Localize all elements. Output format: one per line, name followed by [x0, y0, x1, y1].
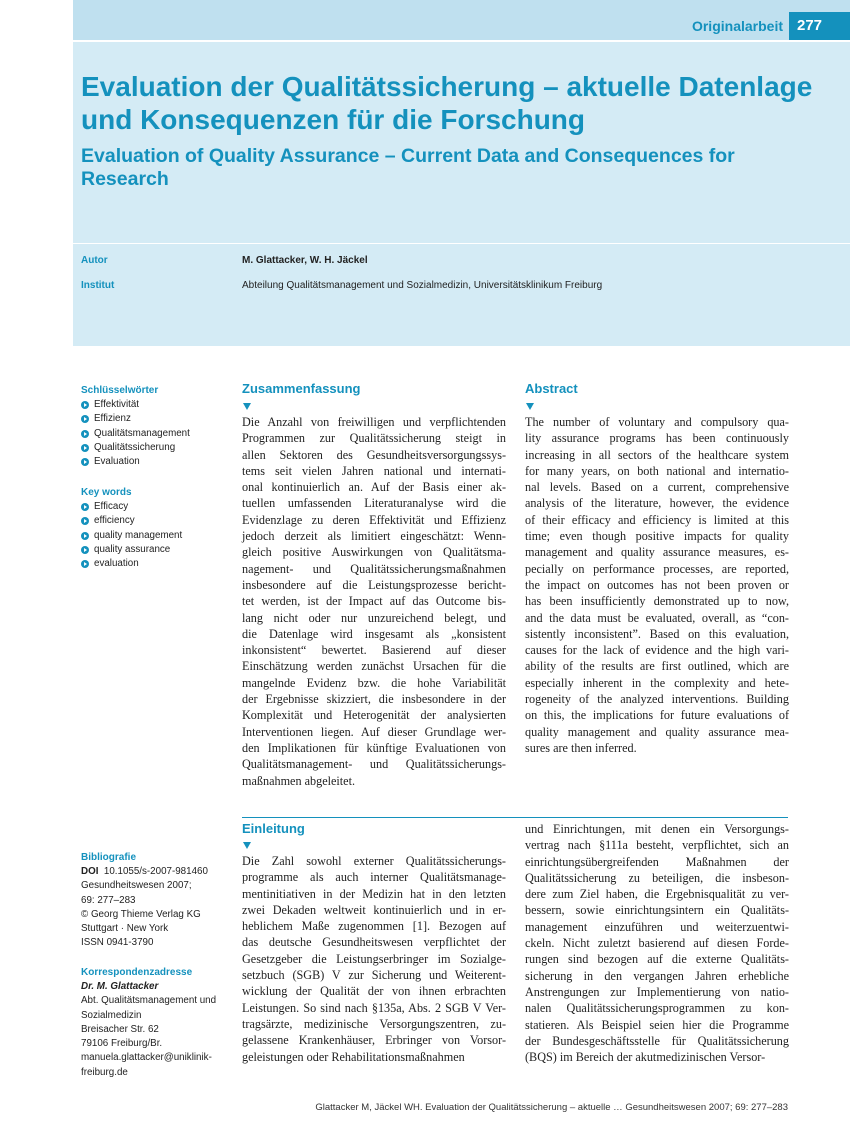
text-line: lang nicht oder nur unzureichend belegt, und — [242, 610, 506, 625]
text-line: programme als auch interner Qualitätsmanage- — [242, 870, 506, 885]
meta-divider — [73, 243, 850, 244]
title-english — [81, 145, 761, 191]
text-line: Interventionen liegen. Auf dieser Grundlage wer- — [242, 724, 506, 739]
keywords-german-heading: Schlüsselwörter — [81, 385, 159, 396]
title-german-line: Evaluation der Qualitätssicherung – aktuelle Datenlage — [81, 71, 813, 102]
text-line: lity assurance programs has been continuously — [525, 431, 789, 446]
doi-line — [81, 865, 231, 879]
text-line: vertrag nach §111a besteht, verpflichtet, sich an — [525, 838, 789, 853]
bullet-arrow-icon — [81, 546, 89, 554]
text-line: gelassene Krankenhäuser, Erbringer von Vorsor- — [242, 1033, 506, 1048]
einleitung-body-left — [242, 853, 506, 1065]
text-line: inkonsistent“ bewertet. Basierend auf dieser — [242, 643, 506, 658]
text-line: pecially on performance processes, are reported, — [525, 561, 789, 576]
text-line: Programmen zur Qualitätssicherung steigt in — [242, 431, 506, 446]
keyword-text: quality assurance — [94, 543, 171, 555]
correspondence-line: Abt. Qualitätsmanagement und — [81, 995, 217, 1007]
text-line: management einzuführen und weiterzuentwi- — [525, 919, 789, 934]
text-line: increasing in all sectors of the healthcare system — [525, 447, 789, 462]
text-line: Komplexität und Heterogenität der analysierten — [242, 708, 506, 723]
bibliography — [81, 851, 231, 951]
keyword-text: efficiency — [94, 515, 135, 527]
text-line: quality management and quality assurance mea- — [525, 724, 789, 739]
page-number: 277 — [789, 12, 850, 40]
text-line: Gesetzgeber die Leistungserbringer im Sozialge- — [242, 951, 506, 966]
keyword-item — [81, 441, 231, 455]
zusammenfassung-heading: Zusammenfassung — [242, 381, 361, 396]
text-line: onal kontinuierlich an. Auf der Basis einer ak- — [242, 480, 506, 495]
correspondence-heading: Korrespondenzadresse — [81, 967, 193, 978]
text-line: der Ergebnisse skizziert, die insbesondere in der — [242, 692, 506, 707]
text-line: The number of voluntary and compulsory qua- — [525, 415, 789, 429]
text-line: causes for the lack of evidence and the high vari- — [525, 643, 789, 658]
bibliography-line: Stuttgart · New York — [81, 923, 169, 935]
correspondence-line: Breisacher Str. 62 — [81, 1023, 159, 1035]
keyword-text: Qualitätsmanagement — [94, 427, 190, 439]
page-footer: Glattacker M, Jäckel WH. Evaluation der Qualitätssicherung – aktuelle … Gesundheitswesen 2007; 69: 277–283 — [315, 1102, 788, 1113]
author-value: M. Glattacker, W. H. Jäckel — [242, 255, 368, 266]
keyword-text: Evaluation — [94, 456, 140, 468]
text-line: sures are then inferred. — [525, 740, 637, 755]
text-line: nagement- und Qualitätssicherungsmaßnahmen — [242, 561, 506, 576]
text-line: der Bundesgeschäftsstelle für Qualitätssicherung — [525, 1033, 789, 1048]
text-line: wicklung der Qualität der von ihnen erbrachten — [242, 984, 506, 999]
bullet-arrow-icon — [81, 430, 89, 438]
text-line: especially inherent in the complexity and hete- — [525, 675, 789, 690]
correspondence-email[interactable]: freiburg.de — [81, 1066, 128, 1078]
text-line: zwei Dekaden weltweit kontinuierlich und in er- — [242, 902, 506, 917]
title-english-line: Research — [81, 168, 169, 190]
keyword-item — [81, 455, 231, 469]
keyword-item — [81, 500, 231, 514]
text-line: tet werden, ist der Impact auf das Outcome bis- — [242, 594, 506, 609]
keywords-english — [81, 486, 231, 571]
keyword-text: Efficacy — [94, 501, 129, 512]
doi-value: 10.1055/s-2007-981460 — [103, 866, 208, 877]
keyword-item — [81, 427, 231, 441]
bullet-arrow-icon — [81, 517, 89, 525]
text-line: nalen Qualitätssicherungsprogrammen zu kon- — [525, 1001, 789, 1016]
institute-value: Abteilung Qualitätsmanagement und Sozialmedizin, Universitätsklinikum Freiburg — [242, 280, 603, 291]
text-line: the impact on outcomes has not been proven or — [525, 577, 789, 592]
abstract-heading: Abstract — [525, 381, 578, 396]
text-line: jedoch derzeit als limitiert eingeschätzt: Wenn- — [242, 529, 506, 544]
text-line: rogeneity of the analyzed interventions. Building — [525, 692, 789, 707]
text-line: Leistungen. So sind nach §135a, Abs. 2 SGB V Ver- — [242, 1000, 506, 1015]
text-line: Die Zahl sowohl externer Qualitätssicherungs- — [242, 854, 506, 868]
text-line: und Einrichtungen, mit denen ein Versorgungs- — [525, 822, 789, 836]
bibliography-line: 69: 277–283 — [81, 894, 136, 906]
keyword-text: evaluation — [94, 558, 139, 570]
keyword-text: Qualitätssicherung — [94, 441, 176, 453]
text-line: ckeln. Nicht zuletzt basierend auf diesen Forde- — [525, 936, 789, 951]
text-line: nal levels. Based on a current, comprehensive — [525, 480, 789, 495]
bibliography-line: ISSN 0941-3790 — [81, 937, 154, 949]
triangle-down-icon — [243, 842, 251, 849]
keyword-item — [81, 529, 231, 543]
author-label: Autor — [81, 255, 108, 266]
text-line: bessern, sowie einrichtungsintern ein Qualitäts- — [525, 903, 789, 918]
text-line: tuellen umfassenden Literaturanalyse wird die — [242, 496, 506, 511]
text-line: ability of the results are first outlined, which are — [525, 659, 789, 674]
correspondence-name: Dr. M. Glattacker — [81, 981, 159, 992]
text-line: sicherung in den vergangen Jahren erhebliche — [525, 968, 789, 983]
correspondence-line: 79106 Freiburg/Br. — [81, 1038, 163, 1050]
text-line: (BQS) im Bereich der akutmedizinischen Versor- — [525, 1050, 766, 1065]
text-line: rungen sind bezogen auf die externe Qualitäts- — [525, 952, 789, 967]
text-line: on this, the implications for future evaluations of — [525, 708, 789, 723]
einleitung-heading: Einleitung — [242, 821, 305, 836]
text-line: Qualitätssicherung zu beteiligen, die insbeson- — [525, 870, 789, 885]
bibliography-line: © Georg Thieme Verlag KG — [81, 908, 201, 920]
text-line: mentinitiativen in der Medizin hat in den letzten — [242, 886, 506, 901]
bibliography-heading: Bibliografie — [81, 852, 137, 863]
text-line: maßnahmen abgeleitet. — [242, 773, 356, 788]
bullet-arrow-icon — [81, 444, 89, 452]
zusammenfassung-body — [242, 414, 506, 789]
abstract-body — [525, 414, 789, 756]
text-line: Einschätzung werden zunächst Ursachen für die — [242, 659, 506, 674]
keywords-german — [81, 384, 231, 469]
section-divider — [242, 817, 788, 818]
keyword-item — [81, 412, 231, 426]
text-line: sistently inconsistent”. Based on this evaluation, — [525, 626, 789, 641]
text-line: Qualitätsmanagement- und Qualitätssicherungs- — [242, 757, 506, 772]
text-line: einrichtungsübergreifenden Maßnahmen der — [525, 854, 789, 869]
text-line: and the data must be evaluated, overall, as “con- — [525, 610, 789, 625]
bullet-arrow-icon — [81, 458, 89, 466]
text-line: tems seit vielen Jahren national und internati- — [242, 463, 506, 478]
keyword-text: quality management — [94, 529, 183, 541]
keyword-text: Effektivität — [94, 399, 140, 410]
bullet-arrow-icon — [81, 560, 89, 568]
text-line: geleistungen oder Rehabilitationsmaßnahmen — [242, 1049, 465, 1064]
text-line: for many years, on both national and internatio- — [525, 463, 789, 478]
correspondence-email[interactable]: manuela.glattacker@uniklinik- — [81, 1052, 212, 1064]
keyword-text: Effizienz — [94, 413, 131, 425]
bibliography-line: Gesundheitswesen 2007; — [81, 880, 192, 892]
triangle-down-icon — [243, 403, 251, 410]
text-line: Anstrengungen zur Implementierung von natio- — [525, 984, 789, 999]
text-line: dere zum Ziel haben, die Ergebnisqualität zu ver- — [525, 887, 789, 902]
keyword-item — [81, 557, 231, 571]
text-line: tragsärzte, medizinische Versorgungszentren, zu- — [242, 1016, 506, 1031]
bullet-arrow-icon — [81, 532, 89, 540]
einleitung-body-right — [525, 821, 789, 1065]
keyword-item — [81, 514, 231, 528]
text-line: statieren. Als Beispiel seien hier die Programme — [525, 1017, 789, 1032]
title-english-line: Evaluation of Quality Assurance – Current Data and Consequences for — [81, 145, 735, 167]
title-german — [81, 70, 821, 136]
text-line: Evidenzlage zu deren Effektivität und Effizienz — [242, 512, 506, 527]
text-line: allen Sektoren des Gesundheitsversorgungssys- — [242, 447, 506, 462]
keyword-item — [81, 543, 231, 557]
text-line: Die Anzahl von freiwilligen und verpflichtenden — [242, 415, 506, 429]
keyword-item — [81, 398, 231, 412]
text-line: heblichem Maße zugenommen [1]. Bezogen auf — [242, 919, 506, 934]
text-line: insbesondere auf die Leistungsprozesse bericht- — [242, 577, 506, 592]
correspondence-line: Sozialmedizin — [81, 1009, 142, 1021]
bullet-arrow-icon — [81, 401, 89, 409]
text-line: time; even though positive impacts for quality — [525, 529, 789, 544]
title-german-line: und Konsequenzen für die Forschung — [81, 104, 585, 135]
institute-label: Institut — [81, 280, 115, 291]
bullet-arrow-icon — [81, 503, 89, 511]
text-line: den Implikationen für künftige Evaluationen von — [242, 740, 506, 755]
text-line: of their efficacy and efficiency is limited at this — [525, 512, 789, 527]
text-line: das deutsche Gesundheitswesen verpflichtet der — [242, 935, 506, 950]
correspondence — [81, 966, 231, 1080]
text-line: die Datenlage wird insgesamt als „konsistent — [242, 626, 506, 641]
text-line: has been insufficiently demonstrated up to now, — [525, 594, 789, 609]
bullet-arrow-icon — [81, 415, 89, 423]
text-line: gleich positive Auswirkungen von Qualitätsma- — [242, 545, 506, 560]
text-line: mangelnde Evidenz bzw. die hohe Variabilität — [242, 675, 506, 690]
triangle-down-icon — [526, 403, 534, 410]
text-line: management and quality assurance measures, es- — [525, 545, 789, 560]
doi-label: DOI — [81, 866, 99, 877]
section-label: Originalarbeit — [691, 18, 783, 34]
text-line: analysis of the literature, however, the evidence — [525, 496, 789, 511]
keywords-english-heading: Key words — [81, 487, 132, 498]
text-line: setzbuch (SGB) V zur Sicherung und Weiterent- — [242, 968, 506, 983]
